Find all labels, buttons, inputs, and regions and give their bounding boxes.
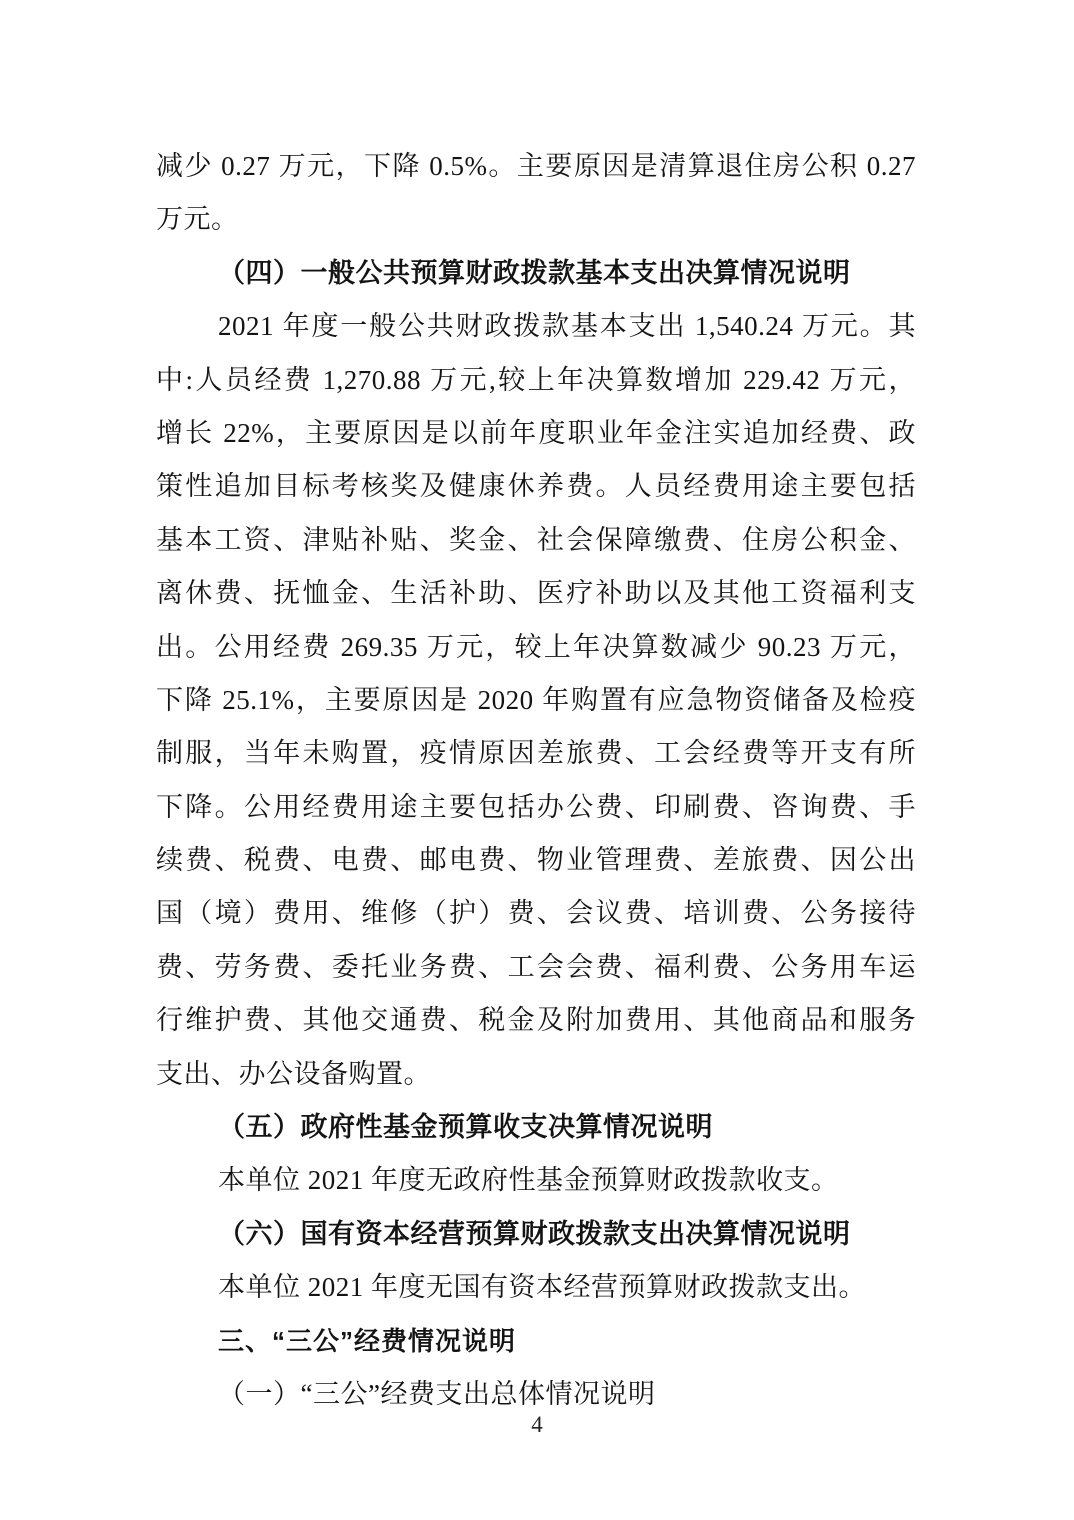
- body-text-line: 本单位 2021 年度无国有资本经营预算财政拨款支出。: [218, 1272, 866, 1303]
- body-text-line: 行维护费、其他交通费、税金及附加费用、其他商品和服务: [156, 1005, 916, 1036]
- heading-line: （五）政府性基金预算收支决算情况说明: [218, 1112, 713, 1143]
- document-body: [156, 140, 916, 1421]
- body-text-line: 国（境）费用、维修（护）费、会议费、培训费、公务接待: [156, 898, 916, 929]
- body-text-line: 2021 年度一般公共财政拨款基本支出 1,540.24 万元。其: [218, 311, 916, 342]
- body-text-line: 下降 25.1%，主要原因是 2020 年购置有应急物资储备及检疫: [156, 684, 916, 715]
- body-text-line: 下降。公用经费用途主要包括办公费、印刷费、咨询费、手: [156, 791, 916, 822]
- body-text-line: 增长 22%，主要原因是以前年度职业年金注实追加经费、政: [156, 417, 916, 448]
- body-text-line: 万元。: [156, 204, 239, 235]
- body-text-line: 离休费、抚恤金、生活补助、医疗补助以及其他工资福利支: [156, 578, 916, 609]
- heading-line: （六）国有资本经营预算财政拨款支出决算情况说明: [218, 1218, 851, 1249]
- body-text-line: 本单位 2021 年度无政府性基金预算财政拨款收支。: [218, 1165, 839, 1196]
- body-text-line: 续费、税费、电费、邮电费、物业管理费、差旅费、因公出: [156, 845, 916, 876]
- heading-line: （四）一般公共预算财政拨款基本支出决算情况说明: [218, 257, 851, 288]
- body-text-line: 制服，当年未购置，疫情原因差旅费、工会经费等开支有所: [156, 738, 916, 769]
- heading-line: （一）“三公”经费支出总体情况说明: [218, 1378, 656, 1409]
- body-text-line: 支出、办公设备购置。: [156, 1058, 431, 1089]
- body-text-line: 费、劳务费、委托业务费、工会会费、福利费、公务用车运: [156, 951, 916, 982]
- body-text-line: 基本工资、津贴补贴、奖金、社会保障缴费、住房公积金、: [156, 524, 916, 555]
- heading-line: 三、“三公”经费情况说明: [218, 1325, 517, 1356]
- body-text-line: 出。公用经费 269.35 万元，较上年决算数减少 90.23 万元，: [156, 631, 916, 662]
- body-text-line: 减少 0.27 万元，下降 0.5%。主要原因是清算退住房公积 0.27: [156, 151, 916, 181]
- body-text-line: 策性追加目标考核奖及健康休养费。人员经费用途主要包括: [156, 471, 916, 502]
- page-number: 4: [531, 1412, 543, 1437]
- body-text-line: 中:人员经费 1,270.88 万元,较上年决算数增加 229.42 万元，: [156, 364, 916, 395]
